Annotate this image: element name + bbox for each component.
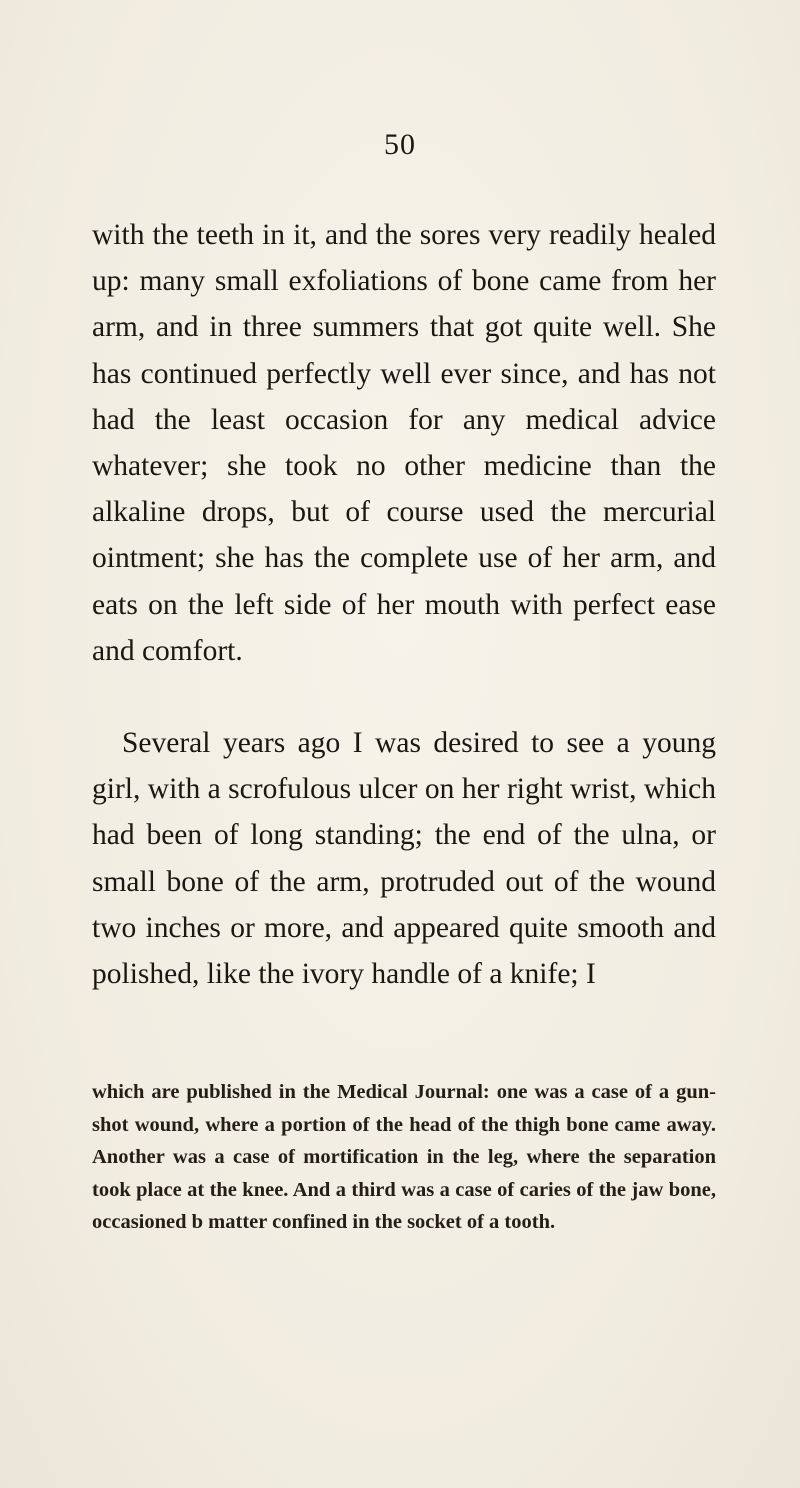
main-text bbox=[92, 212, 716, 997]
paragraph-case-scrofulous-ulcer: Several years ago I was desired to see a young girl, with a scrofulous ulcer on her right wrist, which had been of long standing; the end of the ulna, or small bone of the arm, protruded out of the wound two inches or more, and appeared quite smooth and polished, like the ivory handle of a knife; I bbox=[92, 727, 716, 991]
footnote-text: which are published in the Medical Journal: one was a case of a gun-shot wound, where a portion of the head of the thigh bone came away. Another was a case of mortification in the leg, where the separation took place at the knee. And a third was a case of caries of the jaw bone, occasioned b matter confined in the socket of a tooth. bbox=[92, 1081, 716, 1233]
page-number: 50 bbox=[384, 128, 416, 161]
paragraph-continuation: with the teeth in it, and the sores very readily healed up: many small exfoliations of bone came from her arm, and in three summers that got quite well. She has continued perfectly well ever since, and has not had the least occasion for any medical advice whatever; she took no other medicine than the alkaline drops, but of course used the mercurial ointment; she has the complete use of her arm, and eats on the left side of her mouth with perfect ease and comfort. bbox=[92, 219, 716, 667]
footnote bbox=[92, 1076, 716, 1239]
